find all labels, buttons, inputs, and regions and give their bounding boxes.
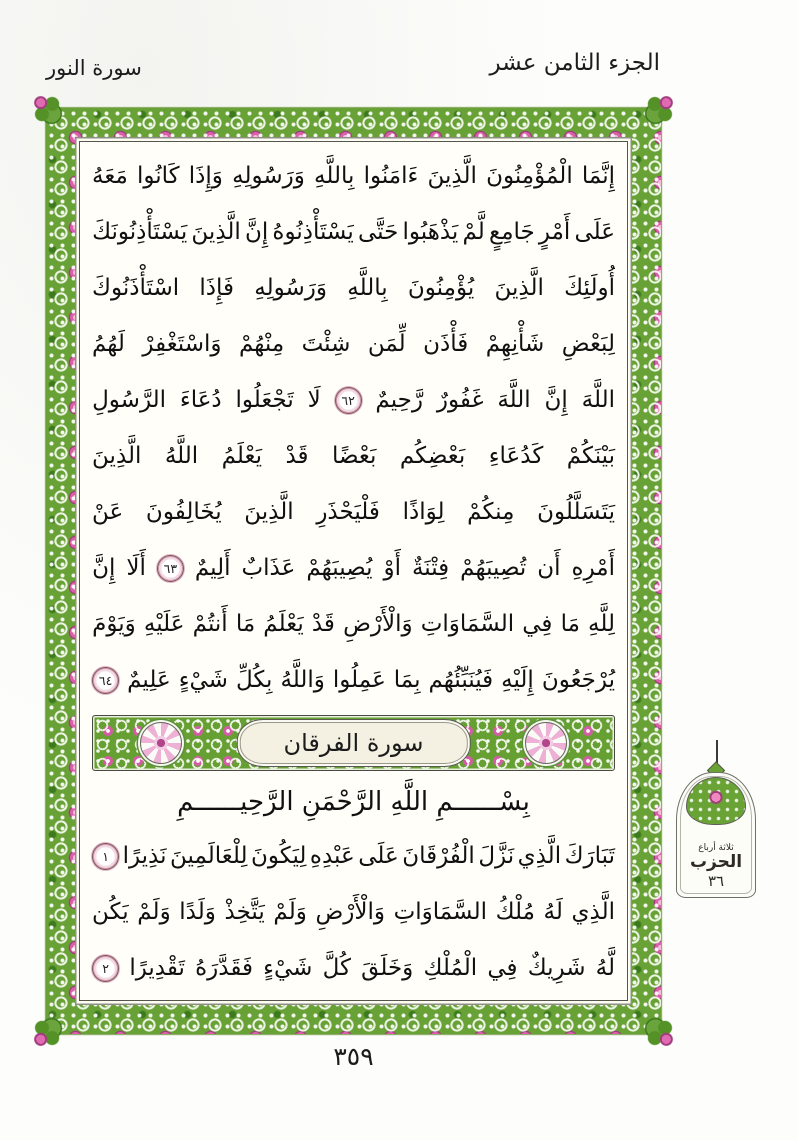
- hizb-floral-cap-icon: [686, 777, 746, 825]
- quran-word: تَجْعَلُوا: [235, 387, 294, 413]
- quran-word: رَّحِيمٌ: [375, 387, 423, 413]
- quran-line: [90, 884, 617, 940]
- quran-word: وَخَلَقَ: [361, 955, 414, 981]
- quran-word: لِوَاذًا: [402, 499, 445, 525]
- quran-word: مَعَهُ: [92, 163, 128, 189]
- quran-word: تُصِيبَهُمْ: [460, 555, 527, 581]
- quran-word: بِاللَّهِ: [347, 275, 388, 301]
- quran-word: نَذِيرًا: [122, 843, 167, 869]
- quran-line: [90, 828, 617, 884]
- quran-line: [90, 148, 617, 204]
- quran-word: لَّمْ: [462, 219, 485, 245]
- quran-word: أَمْرِهِ: [571, 555, 615, 581]
- hizb-text: [681, 843, 751, 889]
- quran-word: جَامِعٍ: [488, 219, 535, 245]
- verse-end-marker: ٦٤: [92, 667, 119, 694]
- quran-word: أَلِيمٌ: [194, 555, 231, 581]
- quran-word: وَيَوْمَ: [92, 611, 136, 637]
- rosette-icon: [140, 722, 182, 764]
- quran-word: عَبْدِهِ: [309, 843, 355, 869]
- surah-banner-cartouche: [236, 719, 470, 767]
- decorative-frame: [45, 107, 662, 1035]
- quran-word: شَيْءٍ: [178, 667, 228, 693]
- quran-word: قَدْ: [311, 611, 335, 637]
- quran-word: وَلَمْ: [273, 899, 307, 925]
- quran-word: بَعْضِكُم: [399, 443, 466, 469]
- quran-word: الَّذِينَ: [244, 499, 294, 525]
- quran-word: بَعْضًا: [331, 443, 377, 469]
- quran-word: بَيْنَكُمْ: [566, 443, 615, 469]
- quran-line: [90, 940, 617, 996]
- quran-word: إِنَّ: [544, 387, 568, 413]
- quran-line: [90, 596, 617, 652]
- quran-word: عَلِيمٌ: [127, 667, 171, 693]
- quran-word: عَلَى: [574, 219, 615, 245]
- quran-word: يَعْلَمُ: [221, 443, 263, 469]
- quran-word: يَعْلَمُ: [263, 611, 304, 637]
- quran-word: السَّمَاوَاتِ: [393, 899, 487, 925]
- quran-word: اللَّهَ: [581, 387, 615, 413]
- quran-word: الْمُؤْمِنُونَ: [486, 163, 573, 189]
- quran-word: لَهُمُ: [92, 331, 125, 357]
- quran-word: أَلَا: [126, 555, 146, 581]
- quran-line: [90, 428, 617, 484]
- quran-word: يُرْجَعُونَ: [541, 667, 615, 693]
- quran-word: مِنْهُمْ: [238, 331, 285, 357]
- quran-word: لَهُ: [543, 899, 563, 925]
- quran-word: يَكُن: [92, 899, 129, 925]
- quran-word: الَّذِينَ: [494, 275, 544, 301]
- bismillah: بِسْــــــمِ اللَّهِ الرَّحْمَنِ الرَّحِيــــــمِ: [177, 787, 530, 817]
- quran-word: الْفُرْقَانَ: [402, 843, 475, 869]
- quran-word: لِيَكُونَ: [251, 843, 307, 869]
- quran-word: دُعَاءَ: [179, 387, 222, 413]
- quran-word: فَإِذَا: [199, 275, 235, 301]
- text-area: [79, 141, 628, 1001]
- quran-word: فَأْذَن: [423, 331, 469, 357]
- quran-word: عَلَى: [358, 843, 399, 869]
- hizb-number: ٣٦: [707, 871, 725, 890]
- hizb-label: الحزب: [689, 851, 743, 872]
- quran-word: كَدُعَاءِ: [488, 443, 544, 469]
- quran-line: [90, 316, 617, 372]
- quran-word: عَمِلُوا: [332, 667, 386, 693]
- quran-word: عَلَيْهِ: [143, 611, 185, 637]
- quran-word: يُخَالِفُونَ: [145, 499, 222, 525]
- quran-word: ءَامَنُوا: [363, 163, 419, 189]
- quran-word: قَدْ: [285, 443, 309, 469]
- hizb-fraction-label: ثلاثة أرباع: [698, 842, 734, 853]
- quran-word: شَرِيكٌ: [527, 955, 586, 981]
- verse-end-marker: ١: [92, 843, 119, 870]
- quran-word: شِئْتَ: [301, 331, 351, 357]
- quran-word: وَرَسُولِهِ: [254, 275, 327, 301]
- quran-word: غَفُورٌ: [436, 387, 484, 413]
- quran-word: أَنتُمْ: [192, 611, 228, 637]
- surah-banner-title: سورة الفرقان: [283, 729, 424, 757]
- quran-word: أَمْرٍ: [538, 219, 571, 245]
- quran-word: أَوْ: [383, 555, 401, 581]
- quran-word: يَسْتَأْذِنُوهُ: [272, 219, 354, 245]
- quran-word: وَلَدًا: [179, 899, 216, 925]
- surah-banner: [92, 715, 615, 771]
- quran-word: فَيُنَبِّئُهُم: [428, 667, 494, 693]
- quran-word: يَتَسَلَّلُونَ: [537, 499, 615, 525]
- quran-word: وَاسْتَغْفِرْ: [142, 331, 222, 357]
- quran-word: اسْتَأْذَنُوكَ: [92, 275, 180, 301]
- quran-word: مُلْكُ: [495, 899, 535, 925]
- quran-word: اللَّهَ: [497, 387, 531, 413]
- quran-word: شَيْءٍ: [263, 955, 313, 981]
- corner-ornament-icon: [33, 95, 65, 127]
- quran-word: كَانُوا: [136, 163, 180, 189]
- quran-word: لِبَعْضِ: [561, 331, 615, 357]
- quran-word: وَلَمْ: [137, 899, 171, 925]
- quran-word: شَأْنِهِمْ: [485, 331, 545, 357]
- rosette-icon: [525, 722, 567, 764]
- quran-word: وَاللَّهُ: [280, 667, 325, 693]
- hizb-medallion: [676, 740, 756, 900]
- quran-word: بِاللَّهِ: [314, 163, 355, 189]
- quran-line: [90, 540, 617, 596]
- quran-line: [90, 484, 617, 540]
- quran-word: مَا: [235, 611, 256, 637]
- quran-word: حَتَّى: [358, 219, 399, 245]
- hizb-body: [676, 772, 756, 898]
- quran-word: بِمَا: [393, 667, 421, 693]
- quran-word: الَّذِينَ: [191, 219, 241, 245]
- quran-word: نَزَّلَ: [478, 843, 515, 869]
- quran-word: مِنكُمْ: [467, 499, 515, 525]
- quran-word: وَإِذَا: [188, 163, 223, 189]
- quran-word: فَقَدَّرَهُ: [195, 955, 253, 981]
- quran-word: لِّمَن: [367, 331, 406, 357]
- quran-word: عَنْ: [92, 499, 124, 525]
- quran-word: عَذَابٌ: [241, 555, 296, 581]
- quran-word: لَا: [307, 387, 321, 413]
- quran-word: الرَّسُولِ: [92, 387, 167, 413]
- quran-word: وَالْأَرْضِ: [315, 899, 385, 925]
- quran-word: تَبَارَكَ: [564, 843, 615, 869]
- quran-line: [90, 372, 617, 428]
- corner-ornament-icon: [642, 95, 674, 127]
- quran-word: كُلَّ: [322, 955, 351, 981]
- quran-word: تَقْدِيرًا: [129, 955, 185, 981]
- quran-word: فِي: [522, 611, 553, 637]
- page-number: ٣٥٩: [333, 1042, 374, 1071]
- quran-word: بِكُلِّ: [235, 667, 273, 693]
- verse-end-marker: ٢: [92, 955, 119, 982]
- quran-word: الْمُلْكِ: [423, 955, 478, 981]
- surah-furqan-text-block: [90, 828, 617, 996]
- quran-word: فِي: [487, 955, 518, 981]
- quran-word: وَرَسُولِهِ: [232, 163, 305, 189]
- quran-word: إِلَيْهِ: [501, 667, 534, 693]
- surah-nur-text-block: [90, 148, 617, 708]
- quran-word: اللَّهُ: [164, 443, 199, 469]
- verse-end-marker: ٦٢: [335, 387, 362, 414]
- surah-name-header: سورة النور: [46, 56, 142, 80]
- quran-word: لِلَّهِ: [588, 611, 615, 637]
- quran-word: الَّذِينَ: [92, 443, 142, 469]
- quran-word: لِلْعَالَمِينَ: [170, 843, 248, 869]
- quran-word: إِنَّ: [92, 555, 116, 581]
- quran-word: أُولَئِكَ: [564, 275, 615, 301]
- quran-word: فَلْيَحْذَرِ: [316, 499, 380, 525]
- quran-line: [90, 204, 617, 260]
- quran-word: إِنَّ: [244, 219, 269, 245]
- quran-word: الَّذِي: [571, 899, 615, 925]
- quran-word: لَّهُ: [595, 955, 615, 981]
- quran-word: يَسْتَأْذِنُونَكَ: [92, 219, 188, 245]
- quran-word: الَّذِينَ: [427, 163, 477, 189]
- quran-word: يَتَّخِذْ: [224, 899, 265, 925]
- quran-word: أَن: [537, 555, 561, 581]
- quran-word: الَّذِي: [517, 843, 562, 869]
- quran-line: [90, 260, 617, 316]
- juz-header: الجزء الثامن عشر: [489, 50, 660, 76]
- quran-word: وَالْأَرْضِ: [343, 611, 413, 637]
- quran-word: مَا: [560, 611, 580, 637]
- quran-word: يَذْهَبُوا: [402, 219, 459, 245]
- quran-word: يُصِيبَهُمْ: [306, 555, 373, 581]
- verse-end-marker: ٦٣: [157, 555, 184, 582]
- quran-word: فِتْنَةٌ: [411, 555, 450, 581]
- quran-word: السَّمَاوَاتِ: [420, 611, 515, 637]
- quran-word: يُؤْمِنُونَ: [407, 275, 475, 301]
- quran-word: إِنَّمَا: [581, 163, 615, 189]
- quran-line: [90, 652, 617, 708]
